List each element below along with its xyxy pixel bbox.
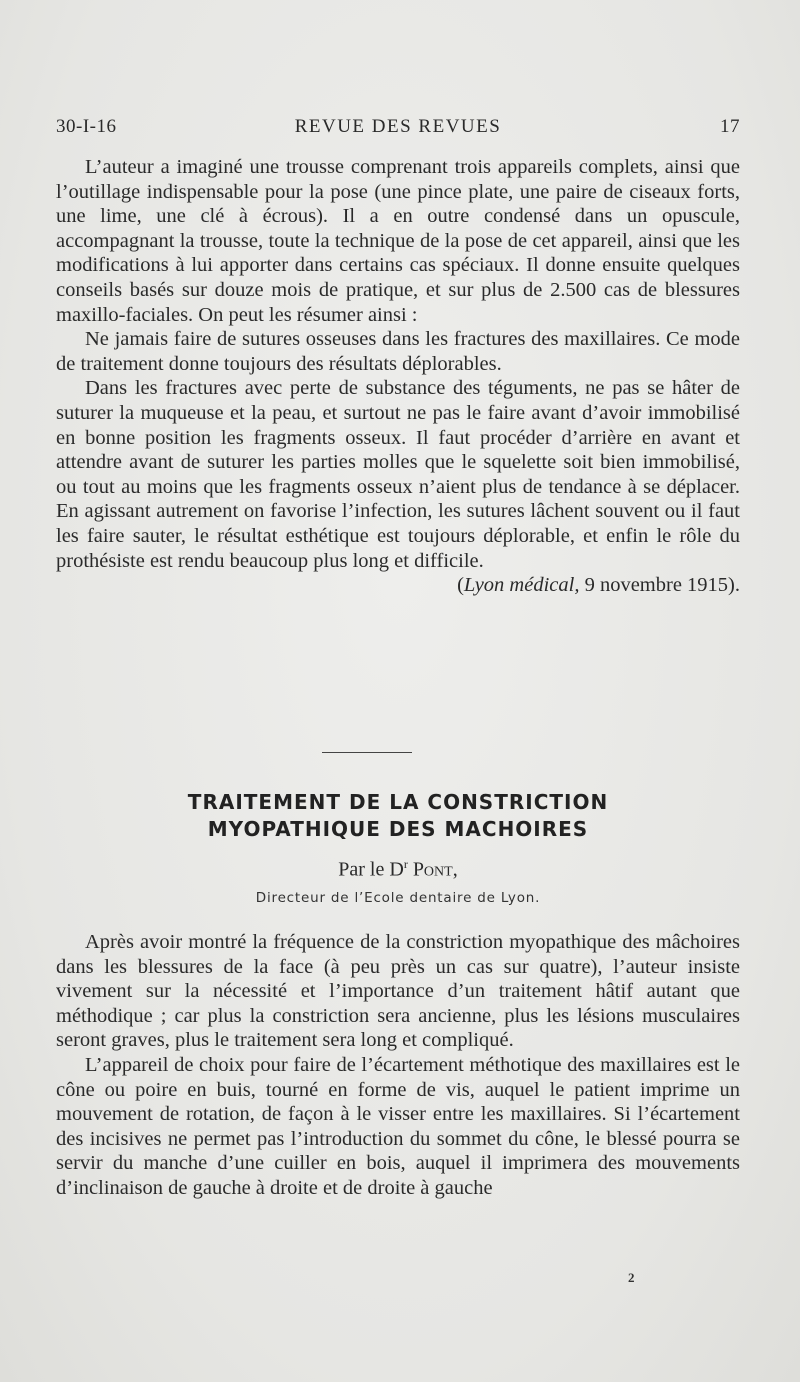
article-title-line-1: TRAITEMENT DE LA CONSTRICTION xyxy=(187,790,609,814)
section-1-body xyxy=(56,155,740,598)
paragraph: L’auteur a imaginé une trousse comprenant trois appareils complets, ainsi que l’outillage indispensable pour la pose (une pince plate, une paire de ciseaux forts, une lime, une clé à écrous). Il a en outre condensé dans un opuscule, accompagnant la trousse, toute la technique de la pose de cet appareil, ainsi que les modifications à lui apporter dans certains cas spéciaux. Il donne ensuite quelques conseils basés sur douze mois de pratique, et sur plus de 2.500 cas de blessures maxillo-faciales. On peut les résumer ainsi : xyxy=(56,156,740,326)
byline xyxy=(56,857,740,882)
paragraph: L’appareil de choix pour faire de l’écartement méthotique des maxillaires est le cône ou poire en buis, tourné en forme de vis, auquel le patient imprime un mouvement de rotation, de façon à le visser entre les maxillaires. Si l’écartement des incisives ne permet pas l’introduction du sommet du cône, le blessé pourra se servir du manche d’une cuiller en bois, auquel il imprimera des mouvements d’inclinaison de gauche à droite et de droite à gauche xyxy=(56,1053,740,1199)
author-name: Pont, xyxy=(412,858,458,881)
signature-mark: 2 xyxy=(628,1270,635,1285)
citation-source: Lyon médical, xyxy=(463,574,580,597)
running-header xyxy=(56,116,740,144)
author-affiliation: Directeur de l’Ecole dentaire de Lyon. xyxy=(255,890,541,906)
citation-open: ( xyxy=(457,574,464,597)
section-divider xyxy=(322,752,412,753)
byline-prefix: Par le D xyxy=(338,858,404,881)
article-2-body xyxy=(56,930,740,1201)
citation xyxy=(56,573,740,598)
page-number: 17 xyxy=(720,116,740,137)
paragraph: Dans les fractures avec perte de substance des téguments, ne pas se hâter de suturer la muqueuse et la peau, et surtout ne pas le faire avant d’avoir immobilisé en bonne position les fragments osseux. Il faut procéder d’arrière en avant et attendre avant de suturer les parties molles que le squelette soit bien immobilisé, ou tout au moins que les fragments osseux n’aient plus de tendance à se déplacer. En agissant autrement on favorise l’infection, les sutures lâchent souvent ou il faut les faire sauter, le résultat esthétique est toujours déplorable, et enfin le rôle du prothésiste est rendu beaucoup plus long et difficile. xyxy=(56,377,740,572)
running-title: REVUE DES REVUES xyxy=(294,116,502,137)
byline-sup: r xyxy=(403,857,408,871)
paragraph: Ne jamais faire de sutures osseuses dans les fractures des maxillaires. Ce mode de traitement donne toujours des résultats déplorables. xyxy=(56,328,740,375)
article-title-line-2: MYOPATHIQUE DES MACHOIRES xyxy=(207,817,589,841)
header-date: 30-I-16 xyxy=(56,116,117,137)
citation-date: 9 novembre 1915). xyxy=(579,574,740,597)
paragraph: Après avoir montré la fréquence de la constriction myopathique des mâchoires dans les blessures de la face (à peu près un cas sur quatre), l’auteur insiste vivement sur la nécessité et l’importance d’un traitement hâtif autant que méthodique ; car plus la constriction sera ancienne, plus les lésions musculaires seront graves, plus le traitement sera long et compliqué. xyxy=(56,931,740,1052)
